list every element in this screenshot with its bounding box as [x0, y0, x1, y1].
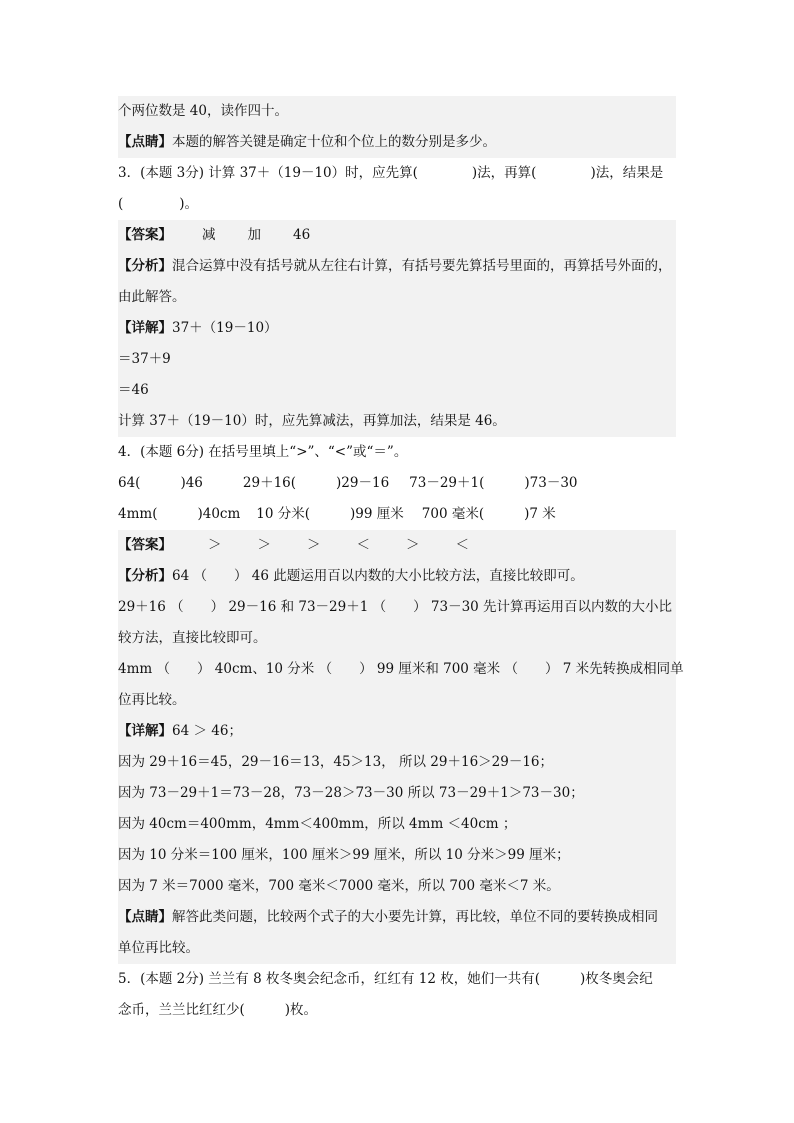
q4-analysis-text: 64 （ ） 46 此题运用百以内数的大小比较方法，直接比较即可。	[172, 568, 584, 584]
q4-analysis-text: 4mm （ ） 40cm、10 分米 （ ） 99 厘米和 700 毫米 （ ） 7 米先转换成相同单	[118, 661, 684, 677]
q4-detail-text: 因为 7 米＝7000 毫米，700 毫米＜7000 毫米，所以 700 毫米＜7 米。	[118, 878, 560, 894]
q4-compare-row2	[118, 499, 676, 530]
q4-answer-line	[118, 530, 676, 561]
q3-stem-part: )。	[179, 196, 199, 212]
q4-analysis-line	[118, 592, 676, 623]
q4-detail-text: 因为 10 分米＝100 厘米，100 厘米＞99 厘米，所以 10 分米＞99 厘米；	[118, 847, 570, 863]
q4-analysis-text: 29＋16 （ ） 29－16 和 73－29＋1 （ ） 73－30 先计算再运用百以内数的大小比	[118, 599, 673, 615]
q4-stem-text: 4．(本题 6分) 在括号里填上“>”、“<”或“＝”。	[118, 444, 408, 460]
compare-left: 73－29＋1(	[409, 475, 485, 491]
q3-stem-part: (	[118, 196, 124, 212]
q3-answer-line	[118, 220, 676, 251]
compare-left: 29＋16(	[242, 475, 297, 491]
analysis-tag: 【分析】	[118, 568, 172, 584]
q4-detail-text: 因为 73－29＋1＝73－28，73－28＞73－30 所以 73－29＋1＞73－30；	[118, 785, 584, 801]
q3-detail-line	[118, 313, 676, 344]
compare-left: 700 毫米(	[421, 506, 485, 522]
q3-answer-3: 46	[293, 227, 311, 243]
q5-stem-part: 念币，兰兰比红红少(	[118, 1002, 245, 1018]
q3-analysis-line2	[118, 282, 676, 313]
q4-detail-line	[118, 840, 676, 871]
q4-detail-line	[118, 716, 676, 747]
q3-detail-text: ＝46	[118, 382, 149, 398]
detail-tag: 【详解】	[118, 320, 172, 336]
q3-analysis-text: 混合运算中没有括号就从左往右计算，有括号要先算括号里面的，再算括号外面的，	[172, 258, 672, 274]
detail-tag: 【详解】	[118, 723, 172, 739]
q4-dianjing-line1	[118, 902, 676, 933]
prev-dianjing-line	[118, 127, 676, 158]
q4-detail-text: 因为 40cm＝400mm，4mm＜400mm，所以 4mm ＜40cm ；	[118, 816, 517, 832]
compare-right: )40cm	[197, 506, 241, 522]
q4-dianjing-text: 单位再比较。	[118, 940, 199, 956]
q3-stem-line1	[118, 158, 676, 189]
q4-dianjing-text: 解答此类问题，比较两个式子的大小要先计算，再比较，单位不同的要转换成相同	[172, 909, 658, 925]
answer-tag: 【答案】	[118, 537, 172, 553]
prev-answer-text: 个两位数是 40，读作四十。	[118, 103, 288, 119]
q4-answer-3: ＞	[307, 537, 321, 553]
dianjing-tag: 【点睛】	[118, 909, 172, 925]
answer-tag: 【答案】	[118, 227, 172, 243]
q4-answer-5: ＞	[406, 537, 420, 553]
q4-dianjing-line2	[118, 933, 676, 964]
q4-answer-2: ＞	[257, 537, 271, 553]
q4-detail-line	[118, 871, 676, 902]
q4-detail-line	[118, 747, 676, 778]
compare-right: )29－16	[336, 475, 390, 491]
q3-detail-text: ＝37＋9	[118, 351, 171, 367]
dianjing-tag: 【点睛】	[118, 134, 172, 150]
q3-detail-text: 计算 37＋（19－10）时，应先算减法，再算加法，结果是 46。	[118, 413, 506, 429]
q5-stem-part: )枚。	[284, 1002, 318, 1018]
q4-answer-4: ＜	[356, 537, 370, 553]
document-page	[118, 96, 684, 1026]
compare-right: )73－30	[524, 475, 578, 491]
q3-answer-2: 加	[247, 227, 261, 243]
q3-answer-1: 减	[202, 227, 216, 243]
q3-detail-line	[118, 375, 676, 406]
q4-detail-line	[118, 778, 676, 809]
q3-analysis-text: 由此解答。	[118, 289, 186, 305]
q4-answer-1: ＞	[208, 537, 222, 553]
q4-analysis-line	[118, 685, 676, 716]
q3-detail-line	[118, 406, 676, 437]
q4-answer-6: ＜	[455, 537, 469, 553]
q3-detail-line	[118, 344, 676, 375]
q4-analysis-line	[118, 623, 676, 654]
q3-analysis-line1	[118, 251, 676, 282]
compare-left: 10 分米(	[256, 506, 311, 522]
compare-left: 4mm(	[118, 506, 158, 522]
compare-left: 64(	[118, 475, 141, 491]
q5-stem-part: )枚冬奥会纪	[580, 971, 653, 987]
q4-analysis-text: 位再比较。	[118, 692, 186, 708]
q5-stem-part: 5．(本题 2分) 兰兰有 8 枚冬奥会纪念币，红红有 12 枚，她们一共有(	[118, 971, 540, 987]
compare-right: )7 米	[524, 506, 556, 522]
q3-detail-text: 37＋（19－10）	[172, 320, 278, 336]
q3-stem-line2	[118, 189, 676, 220]
q5-stem-line1	[118, 964, 676, 995]
q3-stem-part: )法，结果是	[590, 165, 664, 181]
q4-detail-line	[118, 809, 676, 840]
q4-detail-text: 64 ＞ 46；	[172, 723, 242, 739]
q4-analysis-line	[118, 654, 684, 685]
q5-stem-line2	[118, 995, 676, 1026]
q4-analysis-line	[118, 561, 676, 592]
q4-stem-line	[118, 437, 676, 468]
q4-analysis-text: 较方法，直接比较即可。	[118, 630, 267, 646]
q3-stem-part: )法，再算(	[471, 165, 537, 181]
q4-compare-row1	[118, 468, 676, 499]
dianjing-text: 本题的解答关键是确定十位和个位上的数分别是多少。	[172, 134, 496, 150]
q3-stem-part: 3．(本题 3分) 计算 37＋（19－10）时，应先算(	[118, 165, 418, 181]
compare-right: )99 厘米	[350, 506, 404, 522]
q4-detail-text: 因为 29＋16＝45，29－16＝13，45＞13， 所以 29＋16＞29－16；	[118, 754, 554, 770]
analysis-tag: 【分析】	[118, 258, 172, 274]
prev-answer-line	[118, 96, 676, 127]
compare-right: )46	[180, 475, 203, 491]
